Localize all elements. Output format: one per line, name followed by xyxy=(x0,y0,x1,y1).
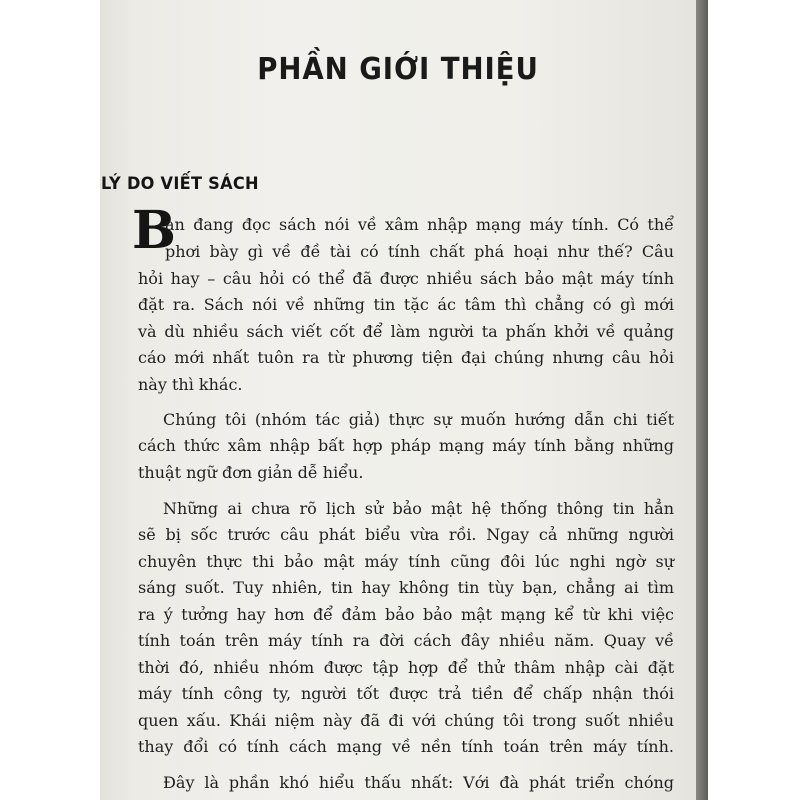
book-page xyxy=(100,0,696,800)
background-right xyxy=(708,0,800,800)
text-line: cách thức xâm nhập bất hợp pháp mạng máy tính bằng những xyxy=(138,436,674,455)
text-line: máy tính công ty, người tốt được trả tiền để chấp nhận thói xyxy=(138,684,674,703)
text-line: thuật ngữ đơn giản dễ hiểu. xyxy=(138,463,364,482)
text-line: chuyên thực thi bảo mật máy tính cũng đôi lúc nghi ngờ sự xyxy=(138,552,674,571)
text-line: và dù nhiều sách viết cốt để làm người ta phấn khởi về quảng xyxy=(138,322,674,341)
text-line: quen xấu. Khái niệm này đã đi với chúng tôi trong suốt nhiều xyxy=(138,711,674,730)
text-line: sáng suốt. Tuy nhiên, tin hay không tin tùy bạn, chẳng ai tìm xyxy=(138,578,674,597)
text-line: đặt ra. Sách nói về những tin tặc ác tâm thì chẳng có gì mới xyxy=(138,295,674,314)
drop-cap: B xyxy=(132,200,176,261)
background-left xyxy=(0,0,100,800)
text-line: phơi bày gì về đề tài có tính chất phá hoại như thế? Câu xyxy=(165,242,674,261)
text-line: tính toán trên máy tính ra đời cách đây nhiều năm. Quay về xyxy=(138,631,674,650)
text-line: Những ai chưa rõ lịch sử bảo mật hệ thống thông tin hẳn xyxy=(163,499,674,518)
text-line: sẽ bị sốc trước câu phát biểu vừa rồi. Ngay cả những người xyxy=(138,525,674,544)
text-line: thời đó, nhiều nhóm được tập hợp để thử thâm nhập cài đặt xyxy=(138,658,674,677)
text-line: ra ý tưởng hay hơn để đảm bảo bảo mật mạng kể từ khi việc xyxy=(138,605,674,624)
text-line: Đây là phần khó hiểu thấu nhất: Với đà phát triển chóng xyxy=(163,773,674,792)
text-line: hỏi hay – câu hỏi có thể đã được nhiều sách bảo mật máy tính xyxy=(138,269,674,288)
chapter-title: PHẦN GIỚI THIỆU xyxy=(257,52,539,87)
text-line: cáo mới nhất tuôn ra từ phương tiện đại chúng nhưng câu hỏi xyxy=(138,348,674,367)
page-edge-shadow xyxy=(696,0,708,800)
text-line: thay đổi có tính cách mạng về nền tính toán trên máy tính. xyxy=(138,737,674,756)
text-line: ạn đang đọc sách nói về xâm nhập mạng máy tính. Có thể xyxy=(165,215,674,234)
text-line: này thì khác. xyxy=(138,375,243,394)
section-heading: LÝ DO VIẾT SÁCH xyxy=(101,174,259,194)
text-line: Chúng tôi (nhóm tác giả) thực sự muốn hướng dẫn chi tiết xyxy=(163,410,674,429)
